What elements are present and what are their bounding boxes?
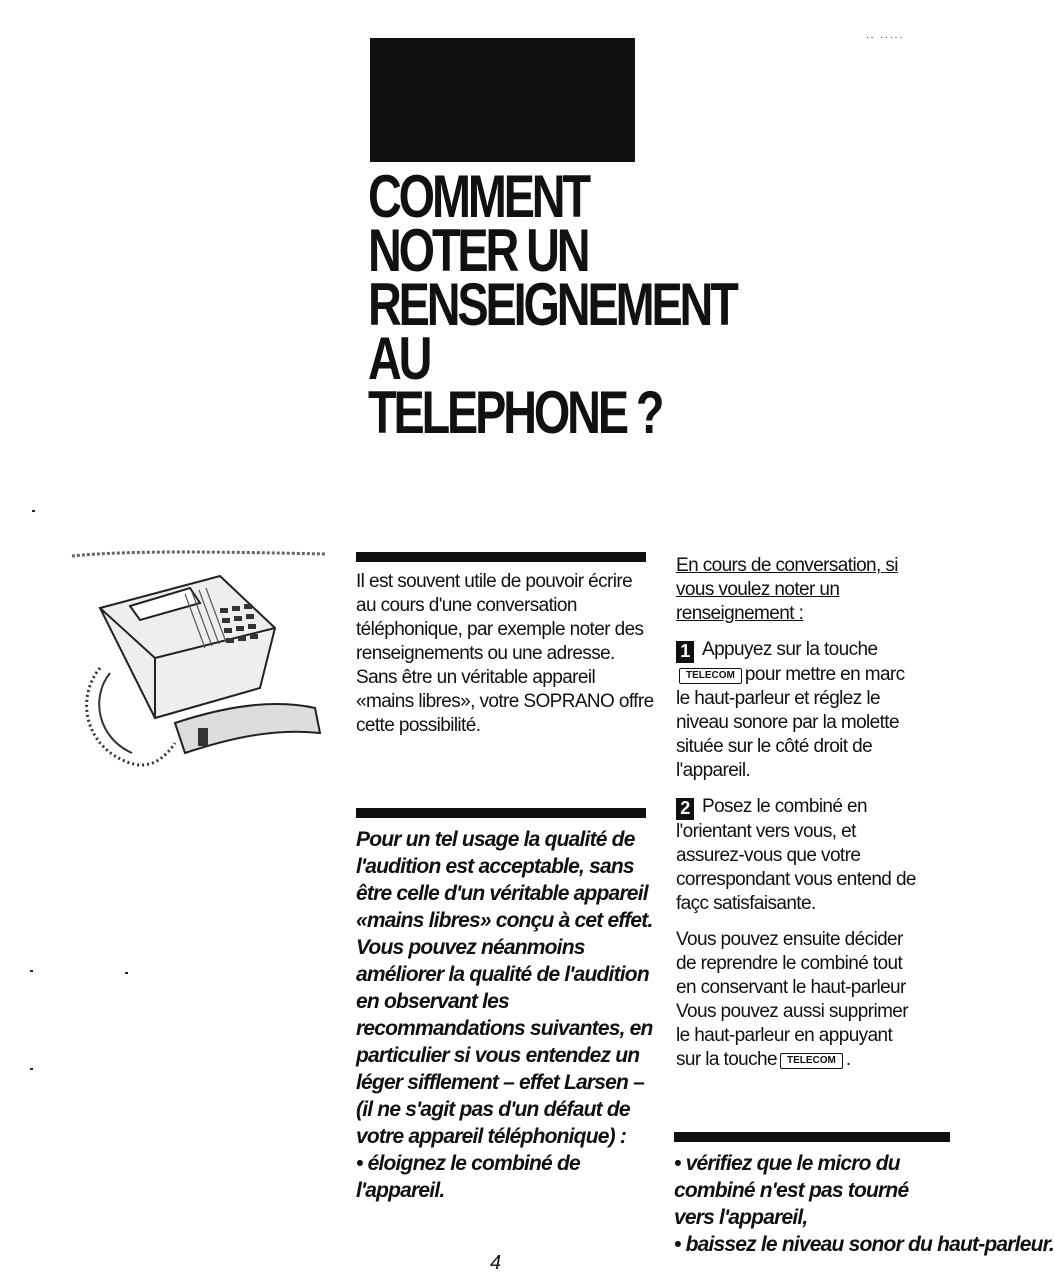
followup-paragraph [676, 928, 921, 1072]
followup-text: Vous pouvez ensuite décider de reprendre le combiné tout en conservant le haut-parleur Vous pouvez aussi supprimer le haut-parleur en appuyant [676, 929, 908, 1046]
intro-text: Il est souvent utile de pouvoir écrire au cours d'une conversation téléphonique, par exemple noter des renseignements ou une adresse. Sans être un véritable appareil «mains libres», votre SOPRANO offre cette possibilité. [356, 571, 654, 736]
title-line-1: COMMENT [368, 163, 588, 230]
intro-paragraph [356, 570, 656, 738]
scan-speck [32, 510, 35, 512]
audition-text: Pour un tel usage la qualité de l'audition est acceptable, sans être celle d'un véritable appareil «mains libres» conçu à cet effet. Vous pouvez néanmoins améliorer la qualité de l'audition en observant les recommandations suivantes, en particulier si vous entendez un léger sifflement – effet Larsen – (il ne s'agit pas d'un défaut de votre appareil téléphonique) : [356, 828, 653, 1148]
corner-marks: .. ..... [866, 30, 905, 41]
telecom-key-icon: TELECOM [679, 668, 742, 684]
scan-speck [30, 1068, 33, 1070]
followup-end: sur la touche [676, 1049, 777, 1070]
header-black-block [370, 38, 635, 162]
step-number-1: 1 [676, 641, 694, 663]
step-1 [676, 638, 950, 783]
section-rule [674, 1132, 950, 1142]
bullet-eloignez: • éloignez le combiné de l'appareil. [356, 1152, 580, 1202]
instructions-intro: En cours de conversation, si vous voulez noter un renseignement : [676, 555, 898, 624]
telephone-illustration [70, 548, 328, 793]
bullet-baissez: • baissez le niveau sonor du haut-parleur. [674, 1233, 1054, 1256]
telecom-key-icon: TELECOM [780, 1053, 843, 1069]
step-1-text-c: le haut-parleur et réglez le niveau sonore par la molette située sur le côté droit de l'appareil. [676, 688, 899, 781]
instructions-column [676, 554, 950, 1072]
section-rule [356, 552, 646, 562]
step-1-text-b: pour mettre en marc [744, 664, 905, 685]
page-title [368, 163, 736, 446]
title-line-5: TELEPHONE ? [368, 379, 662, 446]
followup-dot: . [845, 1049, 851, 1070]
title-line-3: RENSEIGNEMENT [368, 271, 736, 338]
scan-speck [125, 972, 128, 974]
title-line-2: NOTER UN [368, 217, 588, 284]
step-2 [676, 795, 926, 916]
bullet-verifiez: • vérifiez que le micro du combiné n'est pas tourné vers l'appareil, [674, 1152, 909, 1229]
audition-note [356, 826, 661, 1204]
recommendations-column [674, 1150, 1054, 1258]
page-number: 4 [490, 1252, 502, 1274]
step-number-2: 2 [676, 798, 694, 820]
section-rule [356, 808, 646, 818]
title-line-4: AU [368, 325, 430, 392]
scan-speck [30, 970, 33, 972]
step-1-text-a: Appuyez sur la touche [702, 639, 878, 660]
step-2-text: Posez le combiné en l'orientant vers vous, et assurez-vous que votre correspondant vous entend de façc satisfaisante. [676, 796, 916, 914]
